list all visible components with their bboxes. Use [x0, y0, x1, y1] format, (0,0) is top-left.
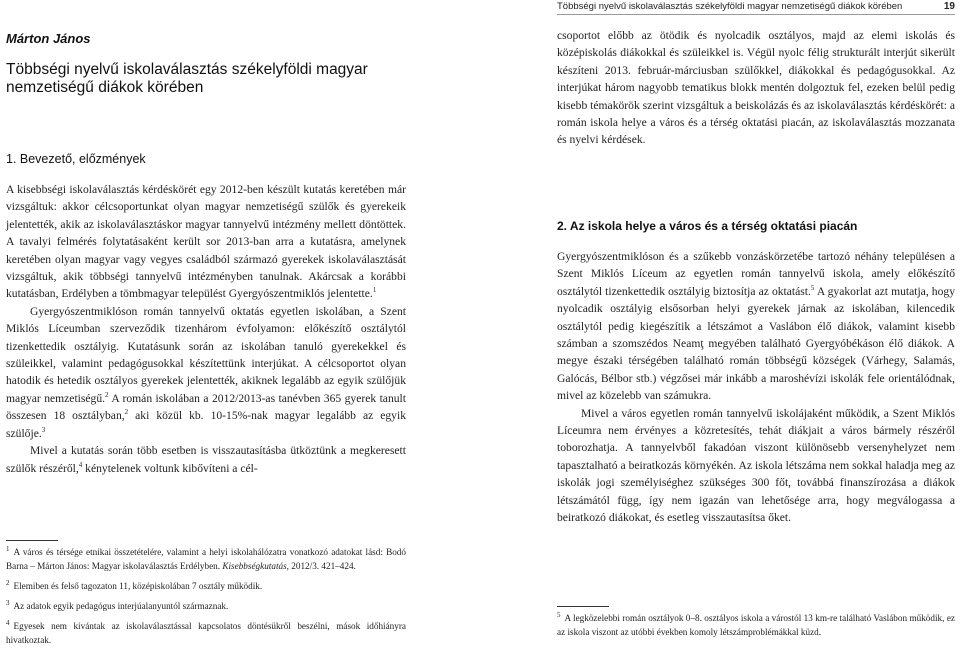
footnote: $^2$ Elemiben és felső tagozaton 11, középiskolában 7 osztály működik.	[6, 578, 263, 591]
footnote-ref: 4	[78, 460, 83, 469]
page-number: 19	[943, 1, 955, 12]
footnote: $^5$ A legközelebbi román osztályok 0–8. osztályos iskola a várostól 13 km-re található Vaslábon működik, ez az iskola viszont az utóbbi években komoly létszámproblémákkal küzd.	[557, 610, 955, 637]
paragraph: Gyergyószentmiklóson román tannyelvű oktatás egyetlen iskolában, a Szent Miklós Líceumban szerveződik tizenhárom évfolyamon: előkészítő osztálytól tizenkettedik osztályig. Kutatásunk során az iskolában tanuló gyerekekkel és szüleikkel, valamint pedagógusokkal készítettünk interjúkat. A célcsoportot olyan hatodik és hetedik osztályos gyerekek jelentették, akiknek legalább az egyik szülőjük magyar nemzetiségű.$^2$ A román iskolában a 2012/2013-as tanévben 365 gyerek tanult összesen 18 osztályban,$^2$ aki közül kb. 10-15%-nak magyar legalább az egyik szülője.$^3$	[6, 304, 406, 440]
running-header-title: Többségi nyelvű iskolaválasztás székelyföldi magyar nemzetiségű diákok körében	[557, 1, 903, 12]
article-title: Többségi nyelvű iskolaválasztás székelyföldi magyar nemzetiségű diákok körében	[6, 61, 368, 96]
footnote: $^4$ Egyesek nem kívántak az iskolaválasztással kapcsolatos döntésükről beszélni, mások időhiányra hivatkoztak.	[6, 618, 406, 645]
section-heading-2: 2. Az iskola helye a város és a térség oktatási piacán	[557, 219, 858, 233]
footnote-ref: 3	[41, 425, 46, 434]
footnote: $^3$ Az adatok egyik pedagógus interjúalanyuntól származnak.	[6, 598, 229, 611]
section-heading-1: 1. Bevezető, előzmények	[6, 152, 146, 166]
footnote-ref: 2	[124, 408, 129, 417]
paragraph: Gyergyószentmiklóson és a szűkebb vonzáskörzetébe tartozó néhány településen a Szent Miklós Líceum az egyetlen román tannyelvű iskola, amely előkészítő osztálytól tizenkettedik osztályig biztosítja az oktatást.$^5$ A gyakorlat azt mutatja, hogy nyolcadik osztályig elsősorban helyi gyerekek járnak az iskolában, kilencedik osztálytól pedig kiegészítik a létszámot a Vaslábon élő diákok, valamint kisebb számban a szomszédos Neamţ megyében található Gyergyóbékáson élő diákok. A megye északi térségében található román többségű községek (Várhegy, Salamás, Galócás, Bélbor stb.) végzősei már inkább a maroshévízi iskolák fele orientálódnak, mivel az közelebb van számukra.	[557, 250, 955, 403]
paragraph: Mivel a kutatás során több esetben is visszautasításba ütköztünk a megkeresett szülők részéről,$^4$ kénytelenek voltunk kibővíteni a cél-	[6, 444, 406, 475]
paragraph: Mivel a város egyetlen román tannyelvű iskolájaként működik, a Szent Miklós Líceumra nem érvényes a közretesítés, tehát diákjait a város bármely részéről toborozhatja. A tannyelvből fakadóan viszont különösebb versenyhelyzet nem tapasztalható a beiratkozás környékén. Az iskola létszáma nem sokkal haladja meg az iskolák jogi személyiséghez szükséges 300 főt, továbbá finanszírozása a diákok létszámától függ, így nem igazán van lehetősége arra, hogy megválogassa a beiratkozó diákokat, és esetleg visszautasítsa őket.	[557, 406, 955, 525]
right-body-text	[557, 248, 955, 527]
footnotes-right	[557, 611, 955, 645]
author-name: Márton János	[6, 31, 91, 46]
footnote-ref: 2	[105, 391, 109, 400]
footnote-ref: 5	[810, 283, 815, 292]
footnotes-left	[6, 545, 406, 653]
running-header	[557, 0, 955, 15]
left-body-text	[6, 181, 406, 477]
footnote: $^1$ A város és térsége etnikai összetételére, valamint a helyi iskolahálózatra vonatkozó adatokat lásd: Bodó Barna – Márton János: Magyar iskolaválasztás Erdélyben. Kisebbségkutatás, 2012/3. 421–424.	[6, 544, 406, 571]
right-body-text-top	[557, 27, 955, 149]
paragraph: csoportot előbb az ötödik és nyolcadik osztályos, majd az elemi iskolás és középiskolás diákokkal és szüleikkel is. Végül nyolc félig strukturált interjút sikerült készíteni 2013. február-márciusban szülőkkel, diákokkal és pedagógusokkal. Az interjúkat három nagyobb tematikus blokk mentén dolgoztuk fel, ezeken belül pedig kisebb témakörök szerint vizsgáltuk a beiskolázás és az iskolaválasztás kérdéskörét: a román iskola helye a város és a térség oktatási piacán, az iskolaválasztás mozzanata és nyelvi kérdések.	[557, 29, 955, 147]
paragraph: A kisebbségi iskolaválasztás kérdéskörét egy 2012-ben készült kutatás keretében már vizsgáltuk: akkor célcsoportunkat olyan magyar nemzetiségű szülők és gyerekeik jelentették, akik az iskolaválasztáskor magyar tannyelvű intézmény mellett döntöttek. A tavalyi felmérés folytatásaként került sor 2013-ban arra a kutatásra, amelynek keretében olyan magyar vagy vegyes családból származó gyerekek iskolaválasztását vizsgáltuk, akik többségi tannyelvű intézményben tanulnak. Akárcsak a korábbi kutatásban, Erdélyben a tömbmagyar települést Gyergyószentmiklós jelentette.$^1$	[6, 183, 406, 301]
footnote-rule	[557, 606, 609, 607]
footnote-ref: 1	[372, 286, 377, 295]
footnote-rule	[6, 540, 58, 541]
